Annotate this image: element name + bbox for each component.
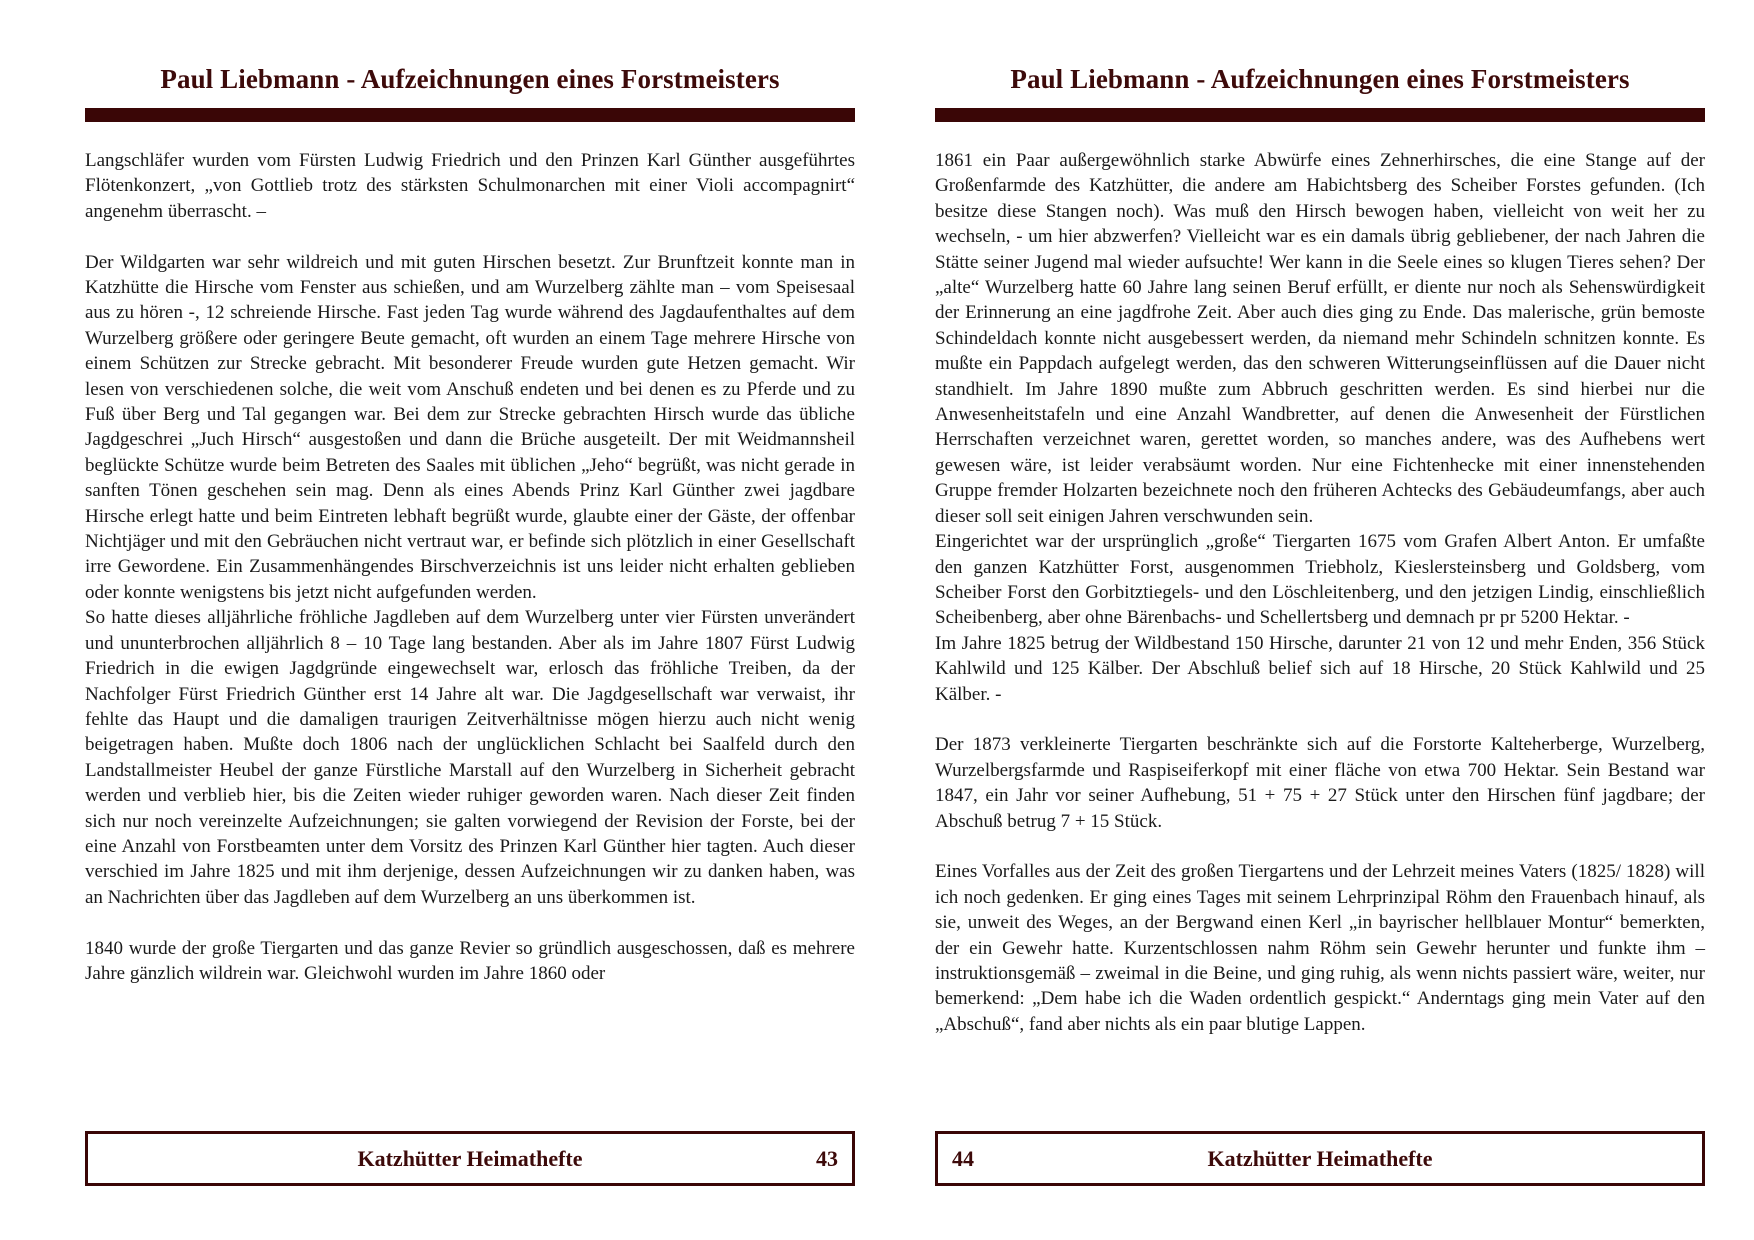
page-number: 43 (816, 1146, 838, 1171)
header-rule (935, 108, 1705, 122)
page-footer (85, 1131, 855, 1186)
paragraph: So hatte dieses alljährliche fröhliche Jagdleben auf dem Wurzelberg unter vier Fürsten unverändert und ununterbrochen alljährlich 8 – 10 Tage lang bestanden. Aber als im Jahre 1807 Fürst Ludwig Friedrich in die ewigen Jagdgründe eingewechselt war, erlosch das fröhliche Treiben, da der Nachfolger Fürst Friedrich Günther erst 14 Jahre alt war. Die Jagdgesellschaft war verwaist, ihr fehlte das Haupt und die damaligen traurigen Zeitverhältnisse mögen hierzu auch nicht wenig beigetragen haben. Mußte doch 1806 nach der unglücklichen Schlacht bei Saalfeld durch den Landstallmeister Heubel der ganze Fürstliche Marstall auf den Wurzelberg in Sicherheit gebracht werden und verblieb hier, bis die Zeiten wieder ruhiger geworden waren. Nach dieser Zeit finden sich nur noch vereinzelte Aufzeichnungen; sie galten vorwiegend der Revision der Forste, bei der eine Anzahl von Forstbeamten unter dem Vorsitz des Prinzen Karl Günther hier tagten. Auch dieser verschied im Jahre 1825 und mit ihm derjenige, dessen Aufzeichnungen wir zu danken haben, was an Nachrichten über das Jagdleben auf dem Wurzelberg an uns überkommen ist. (85, 607, 855, 908)
footer-title: Katzhütter Heimathefte (357, 1146, 583, 1171)
paragraph: Der Wildgarten war sehr wildreich und mit guten Hirschen besetzt. Zur Brunftzeit konnte man in Katzhütte die Hirsche vom Fenster aus schießen, und am Wurzelberg zählte man – vom Speisesaal aus zu hören -, 12 schreiende Hirsche. Fast jeden Tag wurde während des Jagdaufenthaltes auf dem Wurzelberg größere oder geringere Beute gemacht, oft wurden an einem Tage mehrere Hirsche von einem Schützen zur Strecke gebracht. Mit besonderer Freude wurden gute Hetzen gemacht. Wir lesen von verschiedenen solche, die weit vom Anschuß endeten und bei denen es zu Pferde und zu Fuß über Berg und Tal gegangen war. Bei dem zur Strecke gebrachten Hirsch wurde das übliche Jagdgeschrei „Juch Hirsch“ ausgestoßen und dann die Brüche ausgeteilt. Der mit Weidmannsheil beglückte Schütze wurde beim Betreten des Saales mit üblichen „Jeho“ begrüßt, was nicht gerade in sanften Tönen geschehen sein mag. Denn als eines Abends Prinz Karl Günther zwei jagdbare Hirsche erlegt hatte und beim Eintreten lebhaft begrüßt wurde, glaubte einer der Gäste, der offenbar Nichtjäger und mit den Gebräuchen nicht vertraut war, er befinde sich plötzlich in einer Gesellschaft irre Gewordene. Ein Zusammenhängendes Birschverzeichnis ist uns leider nicht erhalten geblieben oder konnte wenigstens bis jetzt nicht aufgefunden werden. (85, 251, 855, 603)
paragraph: Langschläfer wurden vom Fürsten Ludwig Friedrich und den Prinzen Karl Günther ausgeführtes Flötenkonzert, „von Gottlieb trotz des stärksten Schulmonarchen mit einer Violi accompagnirt“ angenehm überrascht. – (85, 150, 855, 222)
body-text (935, 148, 1705, 1037)
left-page (85, 0, 855, 1240)
paragraph: Eingerichtet war der ursprünglich „große“ Tiergarten 1675 vom Grafen Albert Anton. Er umfaßte den ganzen Katzhütter Forst, ausgenommen Triebholz, Kieslersteinsberg und Goldsberg, vom Scheiber Forst den Gorbitztiegels- und den Löschleitenberg, und den jetzigen Lindig, einschließlich Scheibenberg, aber ohne Bärenbachs- und Schellertsberg und demnach pr pr 5200 Hektar. - (935, 531, 1705, 629)
paragraph: Eines Vorfalles aus der Zeit des großen Tiergartens und der Lehrzeit meines Vaters (1825/ 1828) will ich noch gedenken. Er ging eines Tages mit seinem Lehrprinzipal Röhm den Frauenbach hinauf, als sie, unweit des Weges, an der Bergwand einen Kerl „in bayrischer hellblauer Montur“ bemerkten, der ein Gewehr hatte. Kurzentschlossen nahm Röhm sein Gewehr herunter und funkte ihm – instruktionsgemäß – zweimal in die Beine, und ging ruhig, als wenn nichts passiert wäre, weiter, nur bemerkend: „Dem habe ich die Waden ordentlich gespickt.“ Anderntags ging mein Vater auf den „Abschuß“, fand aber nichts als ein paar blutige Lappen. (935, 861, 1705, 1035)
paragraph: 1861 ein Paar außergewöhnlich starke Abwürfe eines Zehnerhirsches, die eine Stange auf der Großenfarmde des Katzhütter, die andere am Habichtsberg des Scheiber Forstes gefunden. (Ich besitze diese Stangen noch). Was muß den Hirsch bewogen haben, vielleicht von weit her zu wechseln, - um hier abzwerfen? Vielleicht war es ein damals übrig gebliebener, der nach Jahren die Stätte seiner Jugend mal wieder aufsuchte! Wer kann in die Seele eines so klugen Tieres sehen? Der „alte“ Wurzelberg hatte 60 Jahre lang seinen Beruf erfüllt, er diente nur noch als Sehenswürdigkeit der Erinnerung an eine jagdfrohe Zeit. Aber auch dies ging zu Ende. Das malerische, grün bemoste Schindeldach konnte nicht ausgebessert werden, da niemand mehr Schindeln schnitzen konnte. Es mußte ein Pappdach aufgelegt werden, das den schweren Witterungseinflüssen auf die Dauer nicht standhielt. Im Jahre 1890 mußte zum Abbruch geschritten werden. Es sind hierbei nur die Anwesenheitstafeln und eine Anzahl Wandbretter, auf denen die Anwesenheit der Fürstlichen Herrschaften verzeichnet waren, gerettet worden, so manches andere, was des Aufhebens wert gewesen wäre, ist leider verabsäumt worden. Nur eine Fichtenhecke mit einer innenstehenden Gruppe fremder Holzarten bezeichnete noch den früheren Achtecks des Gebäudeumfangs, aber auch dieser soll seit einigen Jahren verschwunden sein. (935, 150, 1705, 527)
page-header: Paul Liebmann - Aufzeichnungen eines Forstmeisters (1010, 64, 1630, 94)
page-header: Paul Liebmann - Aufzeichnungen eines Forstmeisters (160, 64, 780, 94)
header-rule (85, 108, 855, 122)
paragraph: 1840 wurde der große Tiergarten und das ganze Revier so gründlich ausgeschossen, daß es mehrere Jahre gänzlich wildrein war. Gleichwohl wurden im Jahre 1860 oder (85, 937, 855, 984)
body-text (85, 148, 855, 986)
paragraph: Im Jahre 1825 betrug der Wildbestand 150 Hirsche, darunter 21 von 12 und mehr Enden, 356 Stück Kahlwild und 125 Kälber. Der Abschluß belief sich auf 18 Hirsche, 20 Stück Kahlwild und 25 Kälber. - (935, 632, 1705, 705)
paragraph: Der 1873 verkleinerte Tiergarten beschränkte sich auf die Forstorte Kalteherberge, Wurzelberg, Wurzelbergsfarmde und Raspiseiferkopf mit einer fläche von etwa 700 Hektar. Sein Bestand war 1847, ein Jahr vor seiner Aufhebung, 51 + 75 + 27 Stück unter den Hirschen fünf jagdbare; der Abschuß betrug 7 + 15 Stück. (935, 734, 1705, 832)
footer-title: Katzhütter Heimathefte (1207, 1146, 1433, 1171)
page-number: 44 (952, 1146, 974, 1171)
right-page (935, 0, 1705, 1240)
page-footer (935, 1131, 1705, 1186)
